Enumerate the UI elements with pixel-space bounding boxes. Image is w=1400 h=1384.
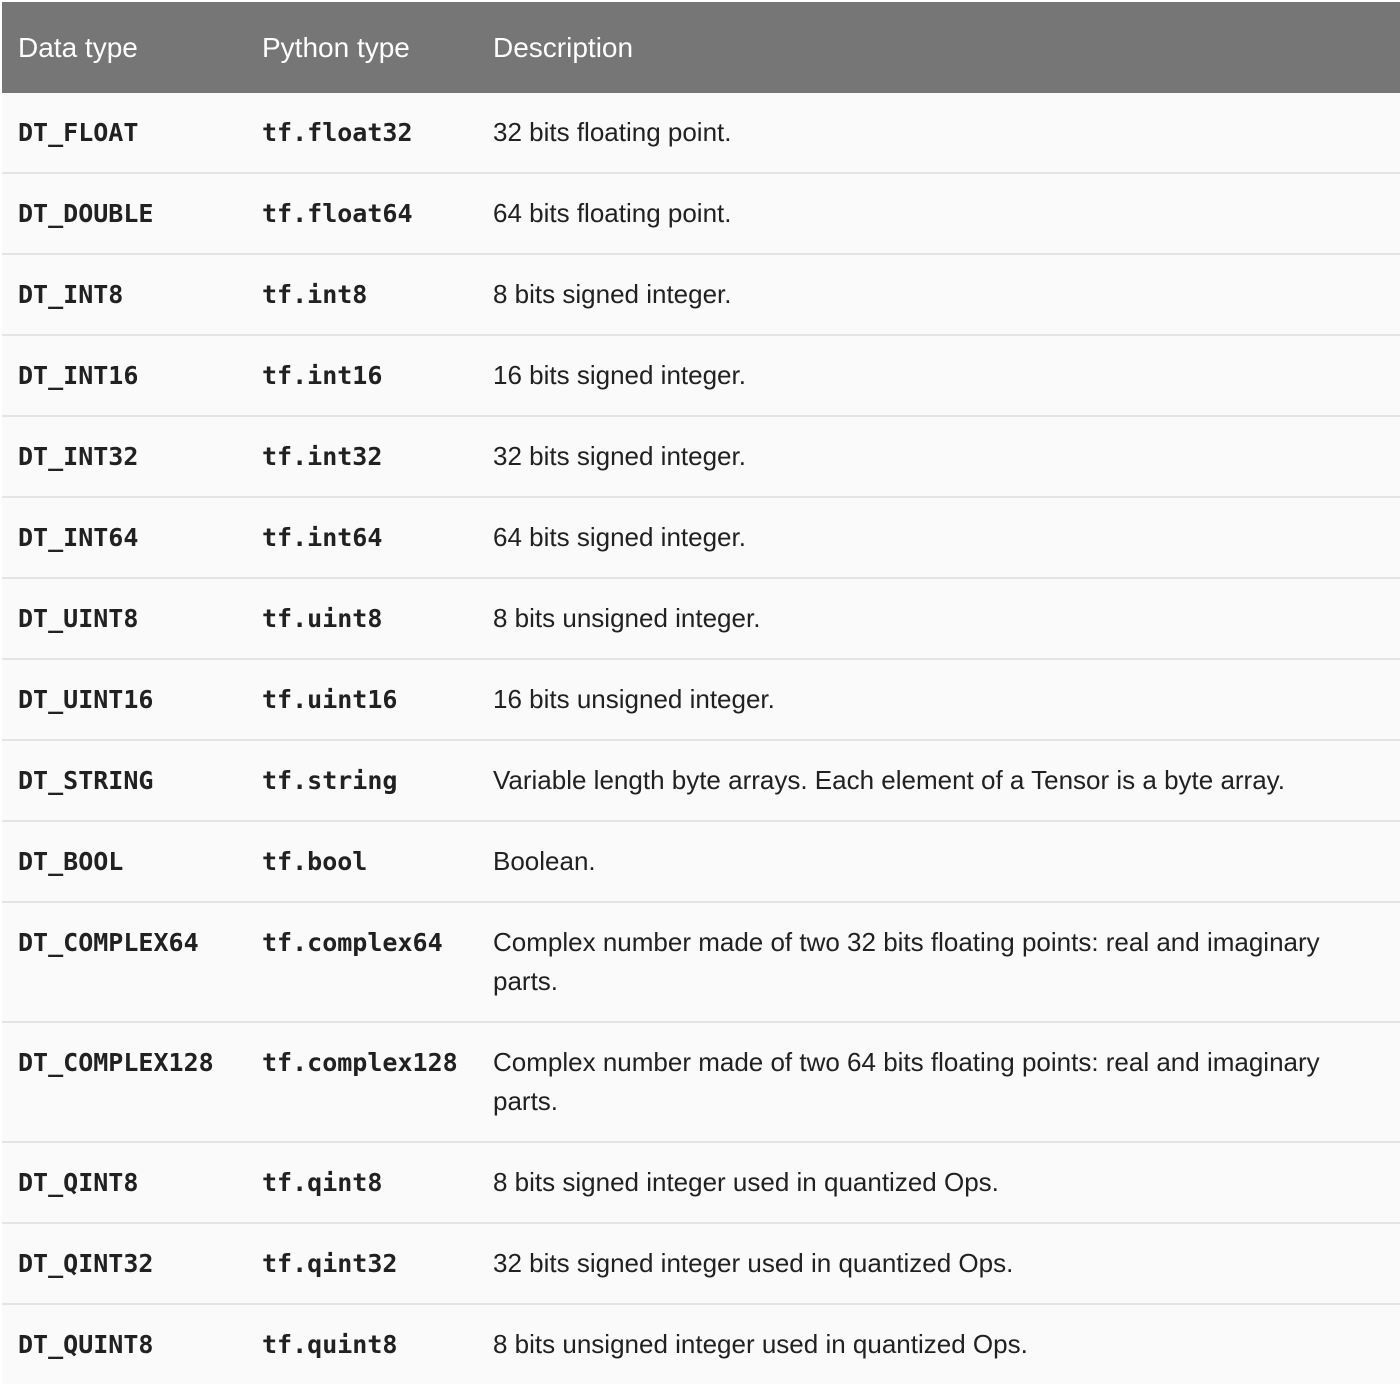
table-row [2, 821, 1400, 902]
cell-python-type: tf.qint8 [262, 1168, 383, 1197]
cell-data-type: DT_COMPLEX64 [18, 928, 199, 957]
header-description: Description [493, 31, 634, 63]
cell-data-type: DT_QINT8 [18, 1168, 139, 1197]
cell-data-type: DT_BOOL [18, 847, 124, 876]
cell-description: 64 bits signed integer. [493, 522, 746, 552]
header-data-type: Data type [18, 31, 138, 63]
table-row [2, 173, 1400, 254]
cell-python-type: tf.qint32 [262, 1249, 398, 1278]
cell-python-type: tf.int64 [262, 523, 383, 552]
cell-description: Variable length byte arrays. Each element of a Tensor is a byte array. [493, 765, 1285, 795]
table-row [2, 93, 1400, 173]
table-row [2, 254, 1400, 335]
header-python-type: Python type [262, 31, 410, 63]
cell-python-type: tf.complex128 [262, 1048, 458, 1077]
cell-data-type: DT_UINT16 [18, 685, 154, 714]
table-row [2, 659, 1400, 740]
table-row [2, 740, 1400, 821]
cell-description: Boolean. [493, 846, 596, 876]
cell-data-type: DT_QUINT8 [18, 1330, 154, 1359]
cell-python-type: tf.int16 [262, 361, 383, 390]
data-types-table-container [2, 2, 1400, 1384]
cell-data-type: DT_UINT8 [18, 604, 139, 633]
cell-description: 16 bits signed integer. [493, 360, 746, 390]
cell-python-type: tf.uint8 [262, 604, 383, 633]
cell-python-type: tf.complex64 [262, 928, 443, 957]
table-row [2, 1022, 1400, 1142]
cell-data-type: DT_INT16 [18, 361, 139, 390]
table-body [2, 93, 1400, 1384]
table-row [2, 1304, 1400, 1384]
cell-data-type: DT_INT64 [18, 523, 139, 552]
table-row [2, 578, 1400, 659]
cell-description: 8 bits unsigned integer used in quantized Ops. [493, 1329, 1028, 1359]
cell-python-type: tf.bool [262, 847, 368, 876]
cell-data-type: DT_QINT32 [18, 1249, 154, 1278]
cell-description: 8 bits unsigned integer. [493, 603, 761, 633]
cell-data-type: DT_COMPLEX128 [18, 1048, 214, 1077]
table-row [2, 1223, 1400, 1304]
table-row [2, 497, 1400, 578]
cell-python-type: tf.uint16 [262, 685, 398, 714]
cell-description: 32 bits signed integer used in quantized Ops. [493, 1248, 1014, 1278]
cell-description: 8 bits signed integer used in quantized Ops. [493, 1167, 999, 1197]
cell-description: 64 bits floating point. [493, 198, 732, 228]
cell-python-type: tf.string [262, 766, 398, 795]
table-row [2, 1142, 1400, 1223]
data-types-table [2, 2, 1400, 1384]
cell-description: Complex number made of two 64 bits floating points: real and imaginary parts. [493, 1047, 1320, 1116]
cell-description: 32 bits floating point. [493, 117, 732, 147]
cell-python-type: tf.quint8 [262, 1330, 398, 1359]
table-row [2, 902, 1400, 1022]
cell-data-type: DT_INT32 [18, 442, 139, 471]
cell-description: Complex number made of two 32 bits floating points: real and imaginary parts. [493, 927, 1320, 996]
cell-python-type: tf.float64 [262, 199, 413, 228]
table-row [2, 416, 1400, 497]
header-row [2, 2, 1400, 93]
cell-description: 16 bits unsigned integer. [493, 684, 775, 714]
cell-data-type: DT_DOUBLE [18, 199, 154, 228]
cell-description: 8 bits signed integer. [493, 279, 732, 309]
cell-python-type: tf.int32 [262, 442, 383, 471]
cell-data-type: DT_FLOAT [18, 118, 139, 147]
cell-python-type: tf.float32 [262, 118, 413, 147]
cell-data-type: DT_STRING [18, 766, 154, 795]
table-header [2, 2, 1400, 93]
cell-description: 32 bits signed integer. [493, 441, 746, 471]
cell-data-type: DT_INT8 [18, 280, 124, 309]
table-row [2, 335, 1400, 416]
cell-python-type: tf.int8 [262, 280, 368, 309]
